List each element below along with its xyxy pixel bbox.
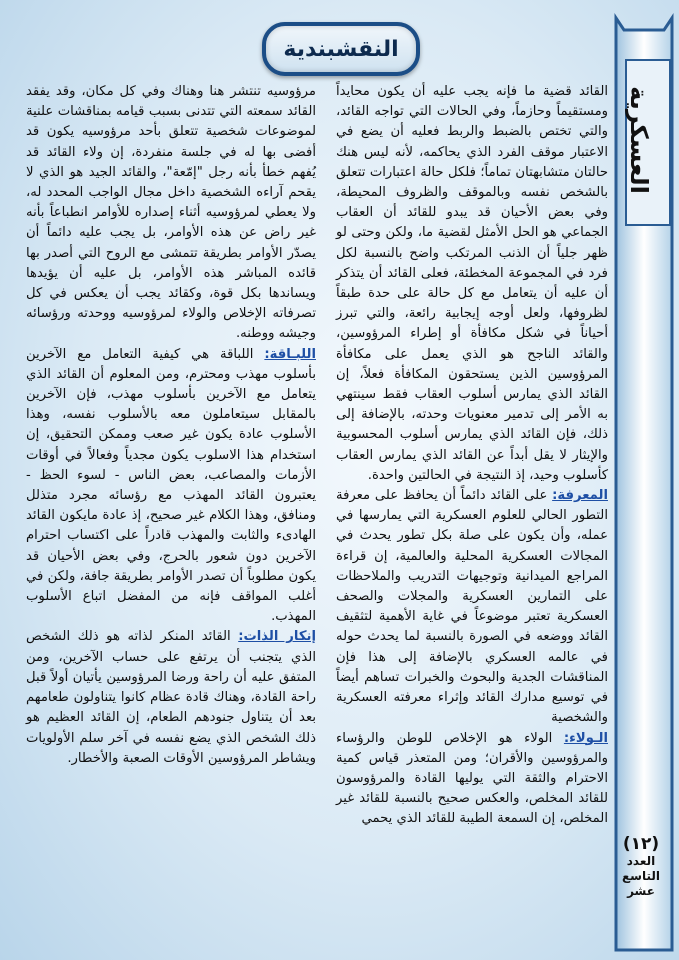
paragraph-impartiality: القائد قضية ما فإنه يجب عليه أن يكون محايداً ومستقيماً وحازماً، وفي الحالات التي تواجه القائد، والتي تختص بالضبط والربط فعليه أن يضع في الاعتبار موقف الفرد الذي يحاكمه، لأنه ليس هنك حالتان متشابهتان تماماً؛ فلكل حالة اعتبارات تتعلق بالشخص نفسه وبالموقف والظروف المحيطة، وفي بعض الأحيان قد يبدو للقائد أن العقاب الجماعي هو الحل الأمثل لقضية ما، ولكن وحتى لو ظهر جلياً أن الذنب المرتكب واضح بالنسبة لكل فرد في المجموعة المخطئة، فعلى القائد أن يتذكر أن عليه أن يتعامل مع كل حالة على حدة طبقاً لظروفها، ولعل أوجه إيجابية رائعة، والتي تبرز أحياناً في شكل مكافأة أو إطراء المرؤوسين، والقائد الناجح هو الذي يعمل على مكافأة المرؤوسين الذين يستحقون المكافأة فعلاً، إن القائد الذي يمارس أسلوب العقاب فقط سينتهي به الأمر إلى تدمير معنويات وحدته، بالإضافة إلى ذلك، فإن القائد الذي يمارس أسلوب المحسوبية والإيثار لا يقل أبداً عن القائد الذي يمارس العقاب كأسلوب وحيد، إذ النتيجة في الحالتين واحدة.: [336, 84, 608, 483]
paragraph-selflessness-text: القائد المنكر لذاته هو ذلك الشخص الذي يتجنب أن يرتفع على حساب الآخرين، ومن المتفق عليه أن راحة ورضا المرؤوسين يأتيان أولاً قبل راحة القادة، وهناك قادة عظام كانوا يتناولون طعامهم بعد أن يتناول جنودهم الطعام، إن القائد العظيم هو ذلك الشخص الذي يضع نفسه في آخر سلم الأولويات ويشاطر المرؤوسين الأوقات الصعبة والأخطار.: [26, 629, 316, 766]
page-title: النقشبندية: [283, 36, 399, 62]
issue-badge: [615, 830, 667, 940]
paragraph-knowledge-text: على القائد دائماً أن يحافظ على معرفة التطور الحالي للعلوم العسكرية التي يمارسها في عمله، وأن يكون على صلة بكل تطور يحدث في المجالات العسكرية المحلية والعالمية، إن قراءة المراجع الميدانية وتوجيهات التدريب والملاحظات على التمارين العسكرية والمجلات والصحف العسكرية تعتبر موضوعاً في غاية الأهمية لتثقيف القائد ووضعه في الصورة بالنسبة لما يحدث حوله في عالمه العسكري بالإضافة إلى هذا فإن المناقشات الجدية والبحوث والخبرات تساهم أيضاً في توسيع مدارك القائد وإثراء معرفته العسكرية والشخصية: [336, 488, 608, 726]
section-label: [619, 70, 659, 210]
heading-knowledge: المعرفة:: [552, 488, 608, 504]
issue-label-3: عشر: [627, 884, 655, 898]
paragraph-selflessness: [26, 627, 316, 768]
issue-label-1: العدد: [626, 854, 656, 868]
heading-tact: اللبـاقة:: [264, 346, 316, 362]
paragraph-loyalty-cont: مرؤوسيه تنتشر هنا وهناك وفي كل مكان، وقد يفقد القائد سمعته التي تتدنى بسبب قيامه بمناقشات علنية لموضوعات شخصية تتعلق بأحد مرؤوسيه يكون قد أفضى بها له في جلسة منفردة، إن ولاء القائد قد يُفهم خطأ بأنه رجل "إمّعة"، والقائد الجيد هو الذي لا يقحم آراءه الشخصية داخل مجال الواجب المحدد له، ولا يعطي لمرؤوسيه أثناء إصداره للأوامر انطباعاً بأنه غير راض عن هذه الأوامر، بل يجب عليه دائماً أن يصدّر الأوامر بطريقة تتمشى مع الروح التي أصدر بها قائده المباشر هذه الأوامر، بل عليه أن يؤيدها ويساندها بكل قوة، وكقائد يجب أن يعكس في كل تصرفاته الإخلاص والولاء لمرؤوسيه ووحدته ورؤسائه وجيشه ووطنه.: [26, 84, 316, 342]
paragraph-knowledge: [336, 486, 608, 728]
issue-label-2: التاسع: [621, 869, 661, 883]
article-column-left: [26, 82, 316, 932]
paragraph-tact: [26, 345, 316, 628]
paragraph-tact-text: اللباقة هي كيفية التعامل مع الآخرين بأسلوب مهذب ومحترم، ومن المعلوم أن القائد الذي يتعامل مع الآخرين بأسلوب مهذب، فإن الآخرين بالمقابل سيتعاملون معه بالأسلوب نفسه، وهذا الأسلوب عادة يكون غير صعب وممكن التحقيق، إن استخدام هذا الاسلوب يكون مجدياً وفعالاً في أوقات الأزمات والمصاعب، بعض الناس - لسوء الحظ - يعتبرون القائد المهذب مع رؤسائه مجرد متذلل ومنافق، وهذا الكلام غير صحيح، إذ عادة مايكون القائد الهادىء والثابت والمهذب قادراً على اكتساب احترام الآخرين دون شعور بالحرج، وفي بعض الأحيان قد يكون مطلوباً أن تصدر الأوامر بطريقة جافة، ولكن في أغلب المواقف فإنه من المفضل اتباع الأسلوب المهذب.: [26, 346, 316, 625]
paragraph-loyalty-text: الولاء هو الإخلاص للوطن والرؤساء والمرؤوسين والأقران؛ ومن المتعذر قياس كمية الاحترام والثقة التي يوليها القادة والمرؤوسون للقائد المخلص، والعكس صحيح بالنسبة للقائد غير المخلص، إن السمعة الطيبة للقائد الذي يحمي: [336, 730, 608, 827]
heading-loyalty: الـولاء:: [563, 730, 608, 746]
paragraph-loyalty: [336, 729, 608, 830]
heading-selflessness: إنكار الذات:: [238, 629, 316, 645]
section-label-text: العسكرية: [625, 86, 654, 194]
article-column-right: [336, 82, 608, 932]
title-banner: [262, 22, 420, 76]
issue-number: (١٢): [622, 834, 660, 854]
